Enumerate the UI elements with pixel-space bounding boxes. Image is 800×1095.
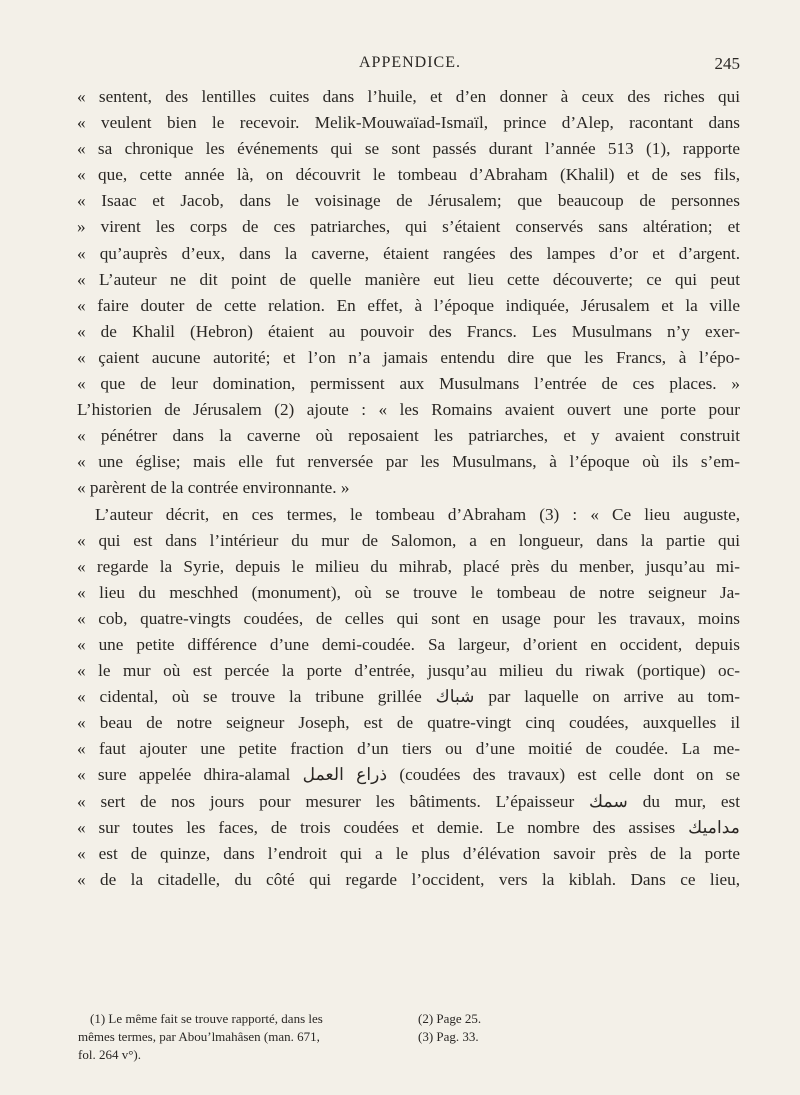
- text-line: « faut ajouter une petite fraction d’un tiers ou d’une moitié de coudée. La me-: [77, 739, 740, 759]
- text-line: « faire douter de cette relation. En effet, à l’époque indiquée, Jérusalem et la ville: [77, 295, 740, 315]
- text-line: « de Khalil (Hebron) étaient au pouvoir des Francs. Les Musulmans n’y exer-: [77, 321, 740, 341]
- footnote-line: mêmes termes, par Abou’lmahâsen (man. 671,: [78, 1029, 320, 1044]
- footnote-line: (1) Le même fait se trouve rapporté, dans les: [90, 1011, 323, 1026]
- text-line: L’auteur décrit, en ces termes, le tombeau d’Abraham (3) : « Ce lieu auguste,: [95, 504, 740, 524]
- text-line: « de la citadelle, du côté qui regarde l’occident, vers la kiblah. Dans ce lieu,: [77, 869, 740, 889]
- text-line: » virent les corps de ces patriarches, qui s’étaient conservés sans altération; et: [77, 217, 740, 237]
- text-line: « est de quinze, dans l’endroit qui a le plus d’élévation savoir près de la porte: [77, 843, 740, 863]
- footnotes-left-column: [78, 1010, 378, 1064]
- running-header: [80, 54, 740, 78]
- text-line: « çaient aucune autorité; et l’on n’a jamais entendu dire que les Francs, à l’épo-: [77, 347, 740, 367]
- footnote-line: fol. 264 v°).: [78, 1047, 141, 1062]
- footnote-line: (2) Page 25.: [418, 1011, 482, 1026]
- text-line: « regarde la Syrie, depuis le milieu du mihrab, placé près du menber, jusqu’au mi-: [77, 556, 740, 576]
- text-line: « que, cette année là, on découvrit le tombeau d’Abraham (Khalil) et de ses fils,: [77, 165, 740, 185]
- text-line: « parèrent de la contrée environnante. »: [77, 478, 350, 498]
- text-line: « veulent bien le recevoir. Melik-Mouwaïad-Ismaïl, prince d’Alep, racontant dans: [77, 113, 740, 133]
- text-line: « Isaac et Jacob, dans le voisinage de Jérusalem; que beaucoup de personnes: [77, 191, 740, 211]
- page-number: 245: [714, 54, 740, 73]
- header-title: APPENDICE.: [358, 54, 461, 71]
- text-line: « sure appelée dhira-alamal ذراع العمل (coudées des travaux) est celle dont on se: [77, 765, 740, 785]
- text-line: « lieu du meschhed (monument), où se trouve le tombeau de notre seigneur Ja-: [77, 582, 740, 602]
- text-line: « une petite différence d’une demi-coudée. Sa largeur, d’orient en occident, depuis: [77, 634, 740, 654]
- text-line: « beau de notre seigneur Joseph, est de quatre-vingt cinq coudées, auxquelles il: [77, 713, 740, 733]
- text-line: « L’auteur ne dit point de quelle manière eut lieu cette découverte; ce qui peut: [77, 269, 740, 289]
- text-line: « pénétrer dans la caverne où reposaient les patriarches, et y avaient construit: [77, 426, 740, 446]
- text-line: « cob, quatre-vingts coudées, de celles qui sont en usage pour les travaux, moins: [77, 608, 740, 628]
- footnote-line: (3) Pag. 33.: [418, 1029, 479, 1044]
- body-text: [77, 84, 740, 893]
- text-line: L’historien de Jérusalem (2) ajoute : « les Romains avaient ouvert une porte pour: [77, 400, 740, 420]
- footnotes-right-column: [418, 1010, 618, 1046]
- text-line: « cidental, où se trouve la tribune grillée شباك par laquelle on arrive au tom-: [77, 687, 740, 707]
- text-line: « sert de nos jours pour mesurer les bâtiments. L’épaisseur سمك du mur, est: [77, 791, 740, 811]
- text-line: « que de leur domination, permissent aux Musulmans l’entrée de ces places. »: [77, 374, 740, 394]
- text-line: « sa chronique les événements qui se sont passés durant l’année 513 (1), rapporte: [77, 139, 740, 159]
- text-line: « sentent, des lentilles cuites dans l’huile, et d’en donner à ceux des riches qui: [77, 87, 740, 106]
- text-line: « qui est dans l’intérieur du mur de Salomon, a en longueur, dans la partie qui: [77, 530, 740, 550]
- text-line: « une église; mais elle fut renversée par les Musulmans, à l’époque où ils s’em-: [77, 452, 740, 472]
- text-line: « sur toutes les faces, de trois coudées et demie. Le nombre des assises مداميك: [77, 817, 740, 837]
- text-line: « le mur où est percée la porte d’entrée, jusqu’au milieu du riwak (portique) oc-: [77, 661, 740, 681]
- text-line: « qu’auprès d’eux, dans la caverne, étaient rangées des lampes d’or et d’argent.: [77, 243, 740, 263]
